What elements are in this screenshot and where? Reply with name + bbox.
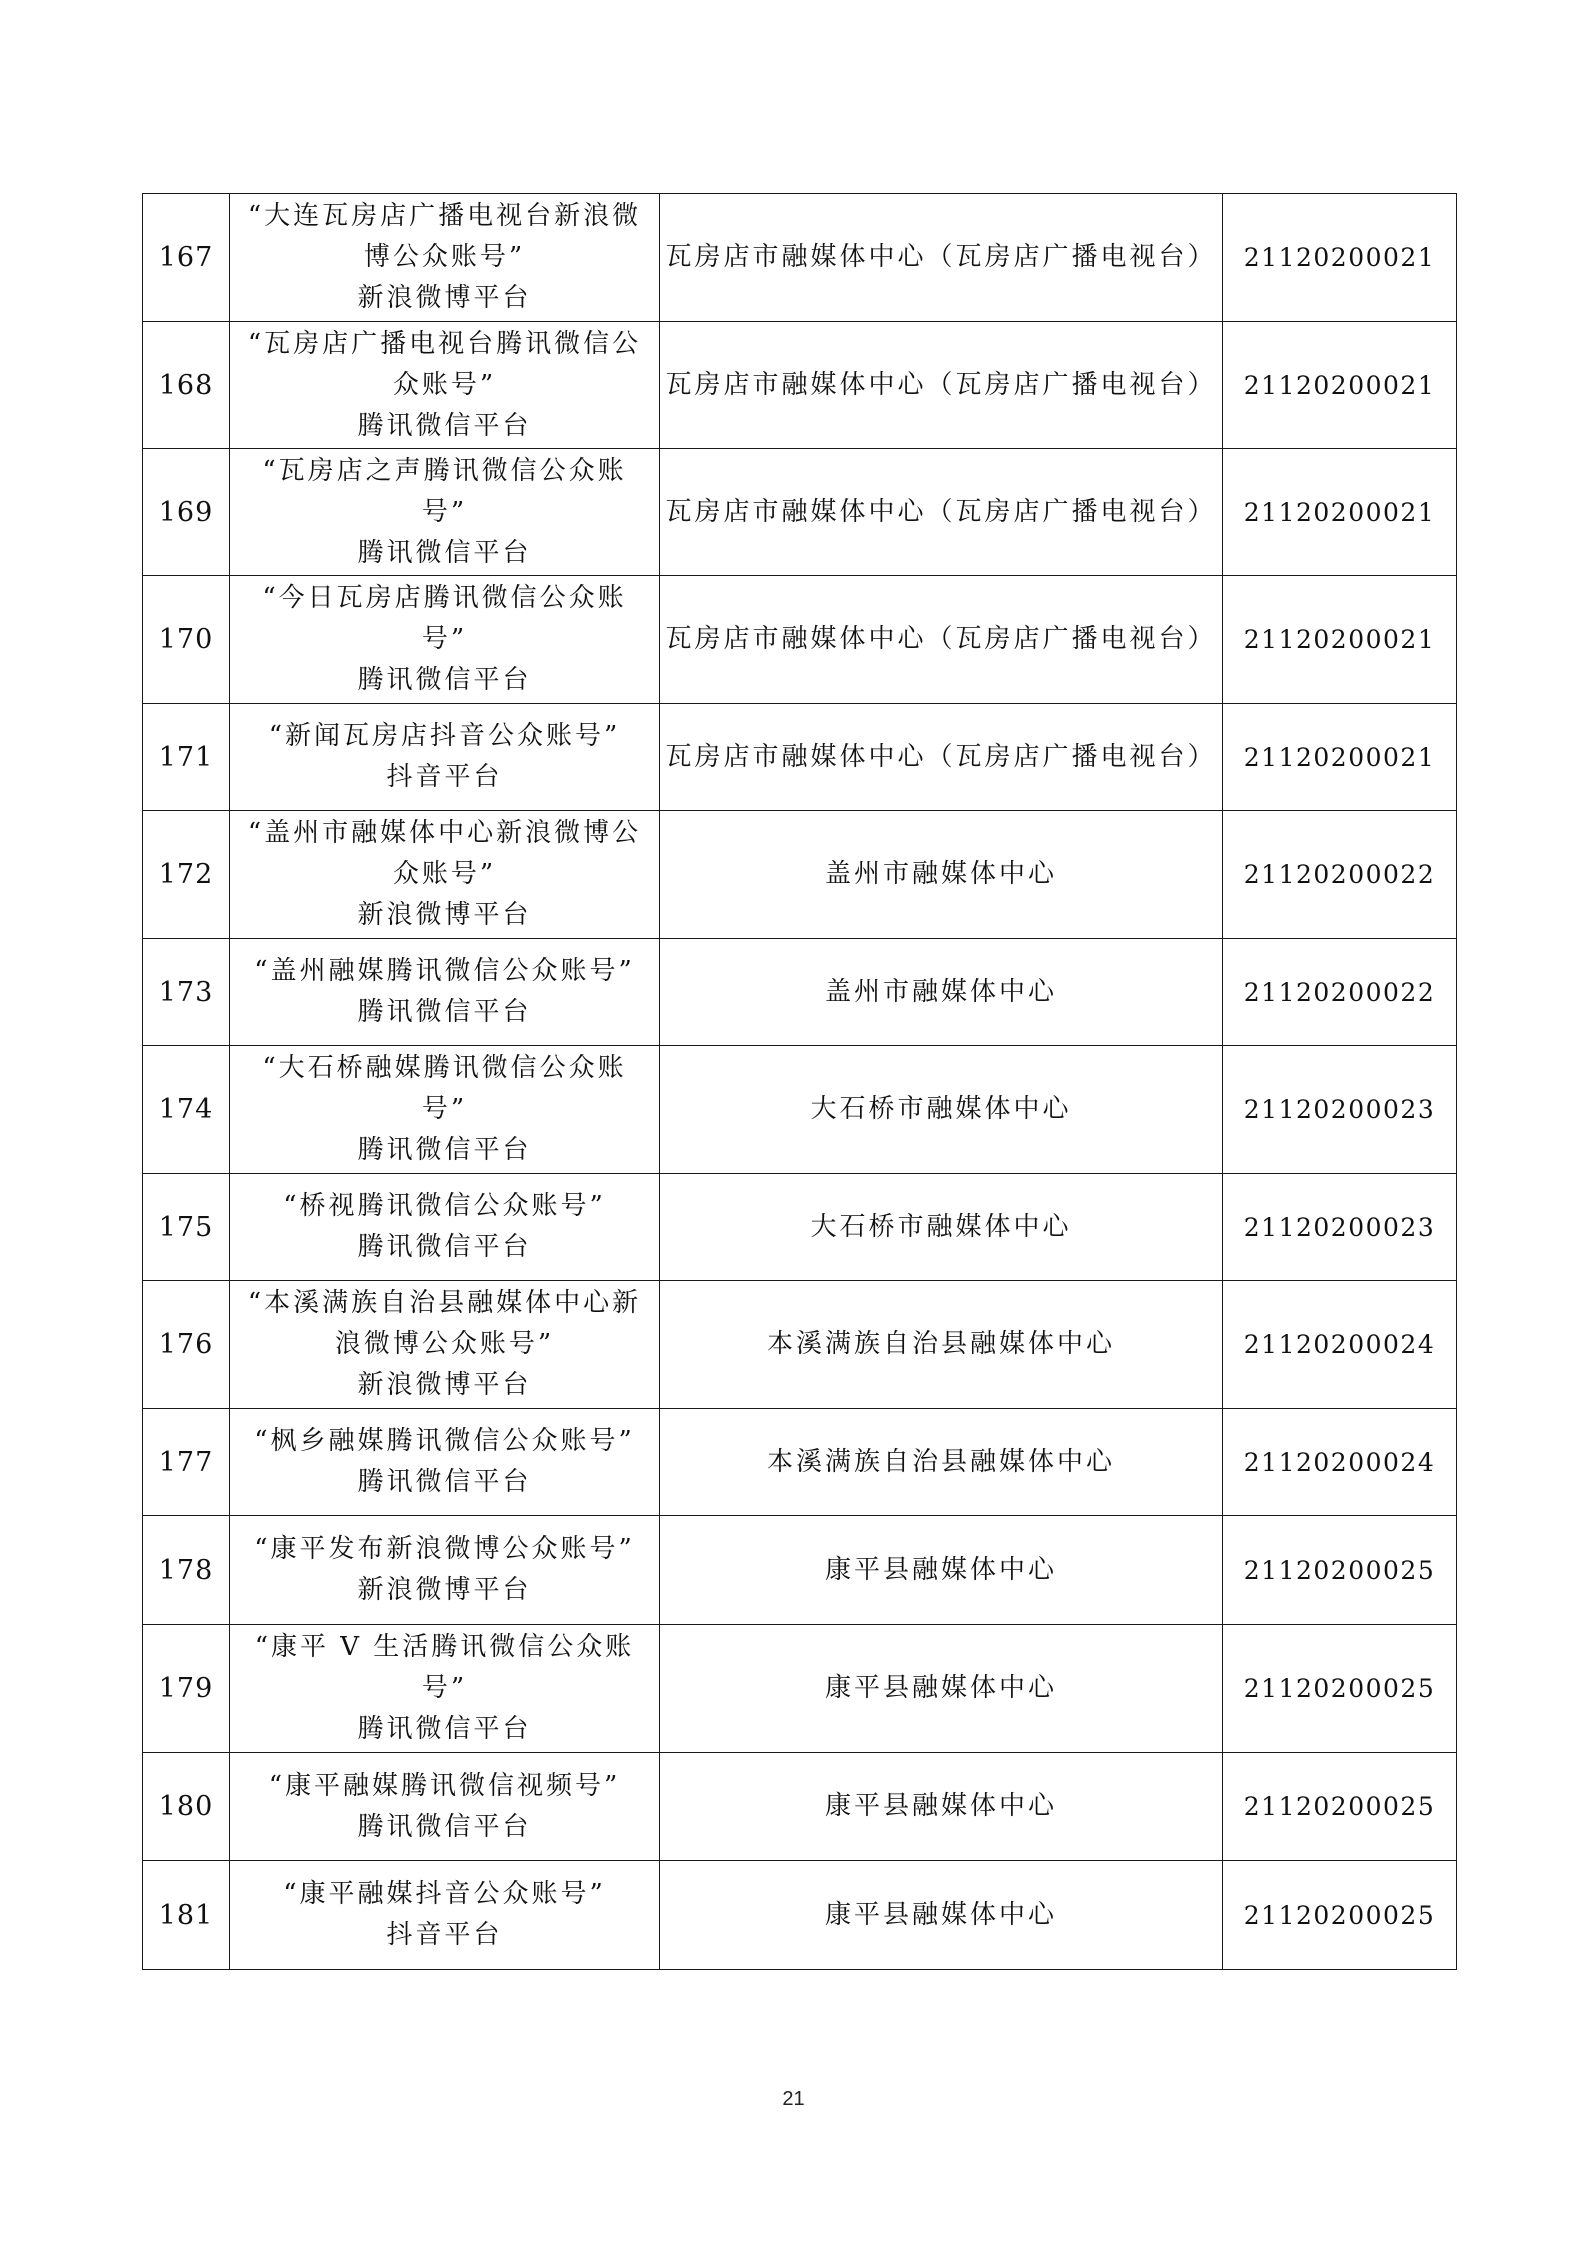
account-name-line: “大石桥融媒腾讯微信公众账 — [262, 1053, 627, 1083]
account-name-cell — [230, 1625, 660, 1753]
account-name-line: 腾讯微信平台 — [357, 1232, 532, 1262]
license-code-cell: 21120200025 — [1223, 1753, 1457, 1861]
account-name-line: “康平发布新浪微博公众账号” — [254, 1534, 635, 1564]
license-code-cell: 21120200025 — [1223, 1861, 1457, 1970]
row-number: 180 — [143, 1753, 230, 1861]
row-number: 172 — [143, 811, 230, 939]
account-name-line: 浪微博公众账号” — [334, 1329, 555, 1359]
account-name-line: “盖州融媒腾讯微信公众账号” — [254, 956, 635, 986]
row-number: 176 — [143, 1281, 230, 1409]
table-row — [143, 576, 1457, 704]
account-name-cell — [230, 1753, 660, 1861]
account-name-cell — [230, 1409, 660, 1516]
registry-table — [142, 193, 1457, 1970]
license-code-cell: 21120200024 — [1223, 1409, 1457, 1516]
account-name-line: “枫乡融媒腾讯微信公众账号” — [254, 1426, 635, 1456]
account-name-line: “瓦房店之声腾讯微信公众账 — [262, 455, 627, 486]
table-row — [143, 1625, 1457, 1753]
account-name-line: 腾讯微信平台 — [357, 410, 532, 441]
account-name-line: 新浪微博平台 — [357, 1575, 532, 1605]
account-name-line: 新浪微博平台 — [357, 283, 532, 313]
table-row — [143, 1174, 1457, 1281]
account-name-cell — [230, 576, 660, 704]
organization-cell: 康平县融媒体中心 — [660, 1861, 1223, 1970]
license-code-cell: 21120200025 — [1223, 1625, 1457, 1753]
organization-cell: 大石桥市融媒体中心 — [660, 1046, 1223, 1174]
account-name-cell — [230, 194, 660, 322]
account-name-line: 号” — [421, 1673, 468, 1703]
table-row — [143, 1753, 1457, 1861]
account-name-line: 博公众账号” — [363, 242, 526, 272]
account-name-line: “康平融媒抖音公众账号” — [283, 1879, 606, 1909]
table-row — [143, 322, 1457, 449]
account-name-line: 腾讯微信平台 — [357, 665, 532, 695]
account-name-line: 腾讯微信平台 — [357, 1811, 532, 1842]
row-number: 174 — [143, 1046, 230, 1174]
account-name-line: 号” — [421, 496, 468, 527]
account-name-line: “瓦房店广播电视台腾讯微信公 — [247, 328, 642, 359]
account-name-line: “康平融媒腾讯微信视频号” — [268, 1770, 621, 1801]
account-name-line: “盖州市融媒体中心新浪微博公 — [247, 818, 642, 848]
account-name-line: “大连瓦房店广播电视台新浪微 — [247, 201, 642, 231]
account-name-cell — [230, 704, 660, 811]
account-name-cell — [230, 322, 660, 449]
account-name-line: “桥视腾讯微信公众账号” — [283, 1191, 606, 1221]
page-number: 21 — [782, 2088, 805, 2110]
row-number: 173 — [143, 939, 230, 1046]
account-name-line: 腾讯微信平台 — [357, 537, 532, 568]
table-row — [143, 704, 1457, 811]
organization-cell: 康平县融媒体中心 — [660, 1753, 1223, 1861]
account-name-cell — [230, 1861, 660, 1970]
account-name-line: 抖音平台 — [386, 1920, 503, 1950]
account-name-line: 众账号” — [392, 369, 497, 400]
table-row — [143, 1516, 1457, 1625]
table-row — [143, 1409, 1457, 1516]
organization-cell: 盖州市融媒体中心 — [660, 811, 1223, 939]
account-name-line: 号” — [421, 624, 468, 654]
row-number: 181 — [143, 1861, 230, 1970]
table-row — [143, 1281, 1457, 1409]
row-number: 175 — [143, 1174, 230, 1281]
account-name-line: 腾讯微信平台 — [357, 1714, 532, 1744]
license-code-cell: 21120200021 — [1223, 576, 1457, 704]
license-code-cell: 21120200021 — [1223, 322, 1457, 449]
row-number: 177 — [143, 1409, 230, 1516]
organization-cell: 瓦房店市融媒体中心（瓦房店广播电视台） — [660, 194, 1223, 322]
account-name-line: 新浪微博平台 — [357, 900, 532, 930]
row-number: 179 — [143, 1625, 230, 1753]
organization-cell: 康平县融媒体中心 — [660, 1625, 1223, 1753]
account-name-line: “本溪满族自治县融媒体中心新 — [247, 1288, 642, 1318]
account-name-line: 新浪微博平台 — [357, 1370, 532, 1400]
account-name-line: 抖音平台 — [386, 762, 503, 792]
account-name-line: 腾讯微信平台 — [357, 1135, 532, 1165]
registry-table-body — [143, 194, 1457, 1970]
license-code-cell: 21120200021 — [1223, 704, 1457, 811]
account-name-cell — [230, 939, 660, 1046]
table-row — [143, 449, 1457, 576]
account-name-cell — [230, 1046, 660, 1174]
table-row — [143, 939, 1457, 1046]
organization-cell: 瓦房店市融媒体中心（瓦房店广播电视台） — [660, 576, 1223, 704]
account-name-line: “今日瓦房店腾讯微信公众账 — [262, 583, 627, 613]
account-name-line: 号” — [421, 1094, 468, 1124]
license-code-cell: 21120200023 — [1223, 1046, 1457, 1174]
account-name-line: “新闻瓦房店抖音公众账号” — [268, 721, 621, 751]
organization-cell: 盖州市融媒体中心 — [660, 939, 1223, 1046]
row-number: 167 — [143, 194, 230, 322]
license-code-cell: 21120200022 — [1223, 939, 1457, 1046]
organization-cell: 瓦房店市融媒体中心（瓦房店广播电视台） — [660, 704, 1223, 811]
account-name-line: “康平 V 生活腾讯微信公众账 — [254, 1632, 635, 1662]
row-number: 178 — [143, 1516, 230, 1625]
license-code-cell: 21120200021 — [1223, 449, 1457, 576]
row-number: 168 — [143, 322, 230, 449]
row-number: 170 — [143, 576, 230, 704]
table-row — [143, 811, 1457, 939]
account-name-line: 腾讯微信平台 — [357, 1467, 532, 1497]
organization-cell: 本溪满族自治县融媒体中心 — [660, 1409, 1223, 1516]
table-row — [143, 194, 1457, 322]
license-code-cell: 21120200025 — [1223, 1516, 1457, 1625]
table-row — [143, 1046, 1457, 1174]
license-code-cell: 21120200022 — [1223, 811, 1457, 939]
account-name-cell — [230, 449, 660, 576]
organization-cell: 大石桥市融媒体中心 — [660, 1174, 1223, 1281]
organization-cell: 本溪满族自治县融媒体中心 — [660, 1281, 1223, 1409]
organization-cell: 康平县融媒体中心 — [660, 1516, 1223, 1625]
account-name-cell — [230, 1281, 660, 1409]
account-name-cell — [230, 1516, 660, 1625]
account-name-line: 腾讯微信平台 — [357, 997, 532, 1027]
license-code-cell: 21120200023 — [1223, 1174, 1457, 1281]
table-row — [143, 1861, 1457, 1970]
organization-cell: 瓦房店市融媒体中心（瓦房店广播电视台） — [660, 322, 1223, 449]
account-name-line: 众账号” — [392, 859, 497, 889]
organization-cell: 瓦房店市融媒体中心（瓦房店广播电视台） — [660, 449, 1223, 576]
license-code-cell: 21120200024 — [1223, 1281, 1457, 1409]
row-number: 169 — [143, 449, 230, 576]
account-name-cell — [230, 811, 660, 939]
row-number: 171 — [143, 704, 230, 811]
license-code-cell: 21120200021 — [1223, 194, 1457, 322]
account-name-cell — [230, 1174, 660, 1281]
